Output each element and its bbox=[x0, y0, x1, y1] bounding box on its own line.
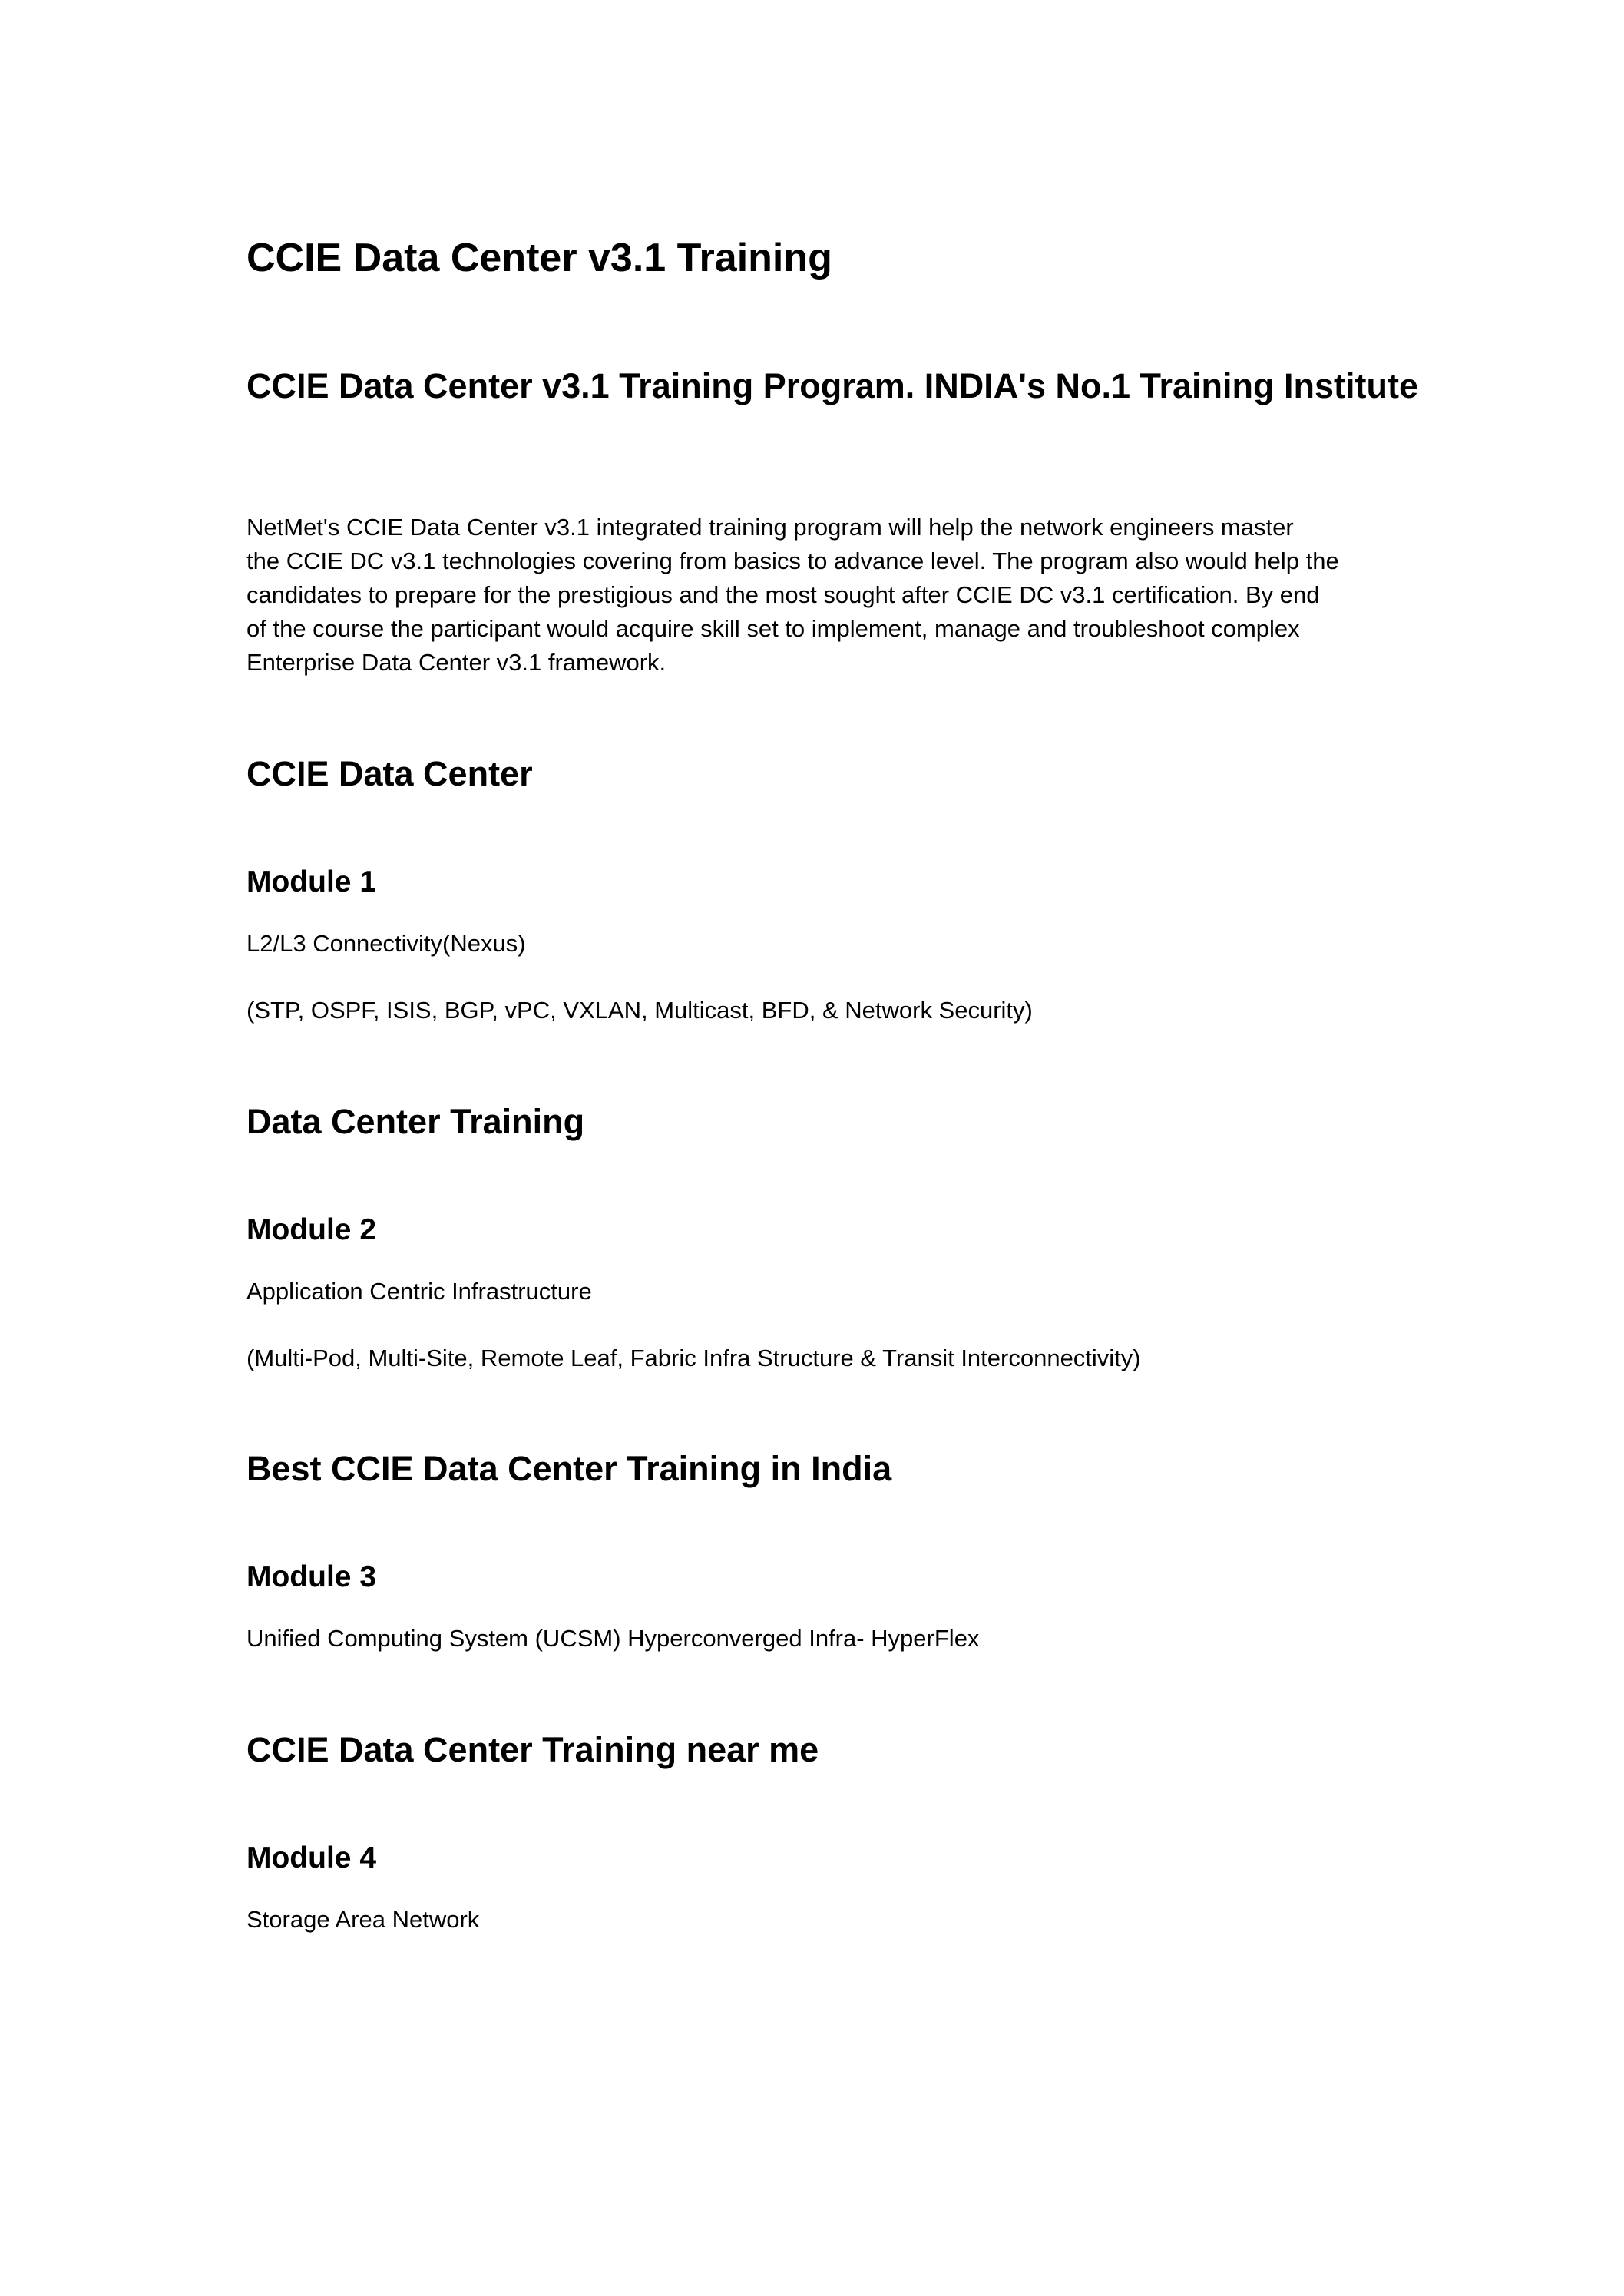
page-subtitle: CCIE Data Center v3.1 Training Program. INDIA's No.1 Training Institute bbox=[246, 366, 1419, 405]
module-topic: Unified Computing System (UCSM) Hyperconverged Infra- HyperFlex bbox=[246, 1625, 980, 1652]
intro-paragraph bbox=[246, 511, 1398, 680]
intro-line: Enterprise Data Center v3.1 framework. bbox=[246, 649, 666, 676]
section-heading: Best CCIE Data Center Training in India bbox=[246, 1449, 892, 1488]
section-heading: Data Center Training bbox=[246, 1102, 585, 1141]
intro-line: candidates to prepare for the prestigious and the most sought after CCIE DC v3.1 certification. By end bbox=[246, 581, 1320, 608]
module-detail: (STP, OSPF, ISIS, BGP, vPC, VXLAN, Multicast, BFD, & Network Security) bbox=[246, 997, 1033, 1024]
module-topic: Application Centric Infrastructure bbox=[246, 1278, 592, 1305]
section-heading: CCIE Data Center bbox=[246, 754, 533, 793]
intro-line: the CCIE DC v3.1 technologies covering from basics to advance level. The program also would help the bbox=[246, 548, 1339, 574]
module-heading: Module 2 bbox=[246, 1213, 377, 1246]
page-title: CCIE Data Center v3.1 Training bbox=[246, 236, 832, 280]
module-topic: L2/L3 Connectivity(Nexus) bbox=[246, 930, 526, 957]
module-detail: (Multi-Pod, Multi-Site, Remote Leaf, Fabric Infra Structure & Transit Interconnectivity) bbox=[246, 1345, 1141, 1371]
module-heading: Module 3 bbox=[246, 1560, 377, 1593]
intro-line: NetMet's CCIE Data Center v3.1 integrated training program will help the network engineers master bbox=[246, 514, 1294, 541]
module-heading: Module 1 bbox=[246, 865, 377, 898]
section-heading: CCIE Data Center Training near me bbox=[246, 1730, 819, 1769]
intro-line: of the course the participant would acquire skill set to implement, manage and troubleshoot complex bbox=[246, 615, 1300, 642]
module-topic: Storage Area Network bbox=[246, 1906, 480, 1933]
module-heading: Module 4 bbox=[246, 1841, 377, 1874]
